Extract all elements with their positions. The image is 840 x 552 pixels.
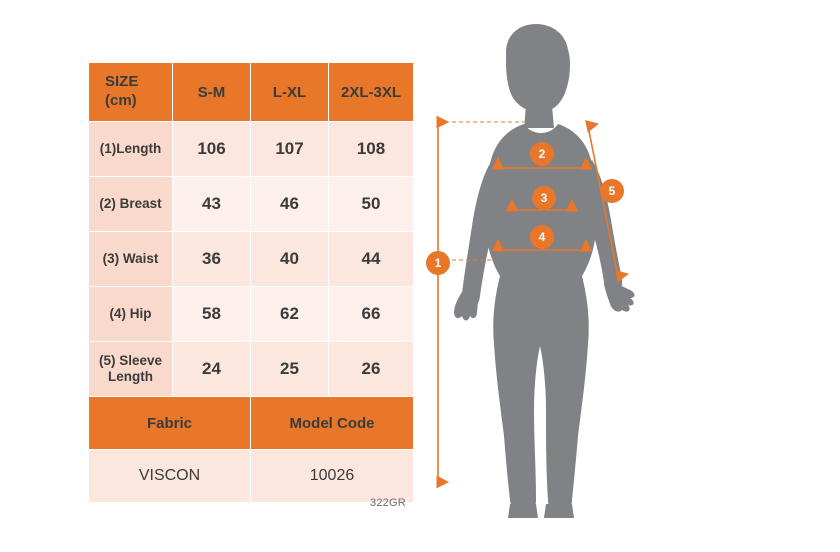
cell-hip-lxl: 62 xyxy=(251,287,329,342)
header-col-sm: S-M xyxy=(173,63,251,122)
size-table xyxy=(88,62,414,503)
table-row xyxy=(89,287,414,342)
value-fabric: VISCON xyxy=(89,450,251,503)
value-model-code: 10026 xyxy=(251,450,414,503)
row-label-length: (1)Length xyxy=(89,122,173,177)
cell-breast-2xl3xl: 50 xyxy=(329,177,414,232)
cell-sleeve-2xl3xl: 26 xyxy=(329,342,414,397)
header-size-cell xyxy=(89,63,173,122)
cell-waist-lxl: 40 xyxy=(251,232,329,287)
cell-hip-sm: 58 xyxy=(173,287,251,342)
measurement-badge-3: 3 xyxy=(532,186,556,210)
row-label-waist: (3) Waist xyxy=(89,232,173,287)
table-header-row xyxy=(89,63,414,122)
cell-sleeve-lxl: 25 xyxy=(251,342,329,397)
cell-breast-lxl: 46 xyxy=(251,177,329,232)
cell-sleeve-sm: 24 xyxy=(173,342,251,397)
row-label-breast: (2) Breast xyxy=(89,177,173,232)
cell-length-2xl3xl: 108 xyxy=(329,122,414,177)
cell-length-sm: 106 xyxy=(173,122,251,177)
table-row xyxy=(89,122,414,177)
cell-waist-2xl3xl: 44 xyxy=(329,232,414,287)
measurement-badge-1: 1 xyxy=(426,251,450,275)
row-label-sleeve-length: (5) Sleeve Length xyxy=(89,342,173,397)
cell-hip-2xl3xl: 66 xyxy=(329,287,414,342)
header-col-lxl: L-XL xyxy=(251,63,329,122)
female-body-silhouette-diagram xyxy=(420,0,840,552)
header-col-2xl3xl: 2XL-3XL xyxy=(329,63,414,122)
header-fabric: Fabric xyxy=(89,397,251,450)
cell-waist-sm: 36 xyxy=(173,232,251,287)
table-footer-value-row xyxy=(89,450,414,503)
row-label-hip: (4) Hip xyxy=(89,287,173,342)
body-silhouette-icon xyxy=(454,24,635,518)
measurement-badge-4: 4 xyxy=(530,225,554,249)
header-size-line1: SIZE xyxy=(105,73,139,91)
measurement-badge-5: 5 xyxy=(600,179,624,203)
table-row xyxy=(89,342,414,397)
table-row xyxy=(89,232,414,287)
header-size-line2: (cm) xyxy=(105,92,137,109)
cell-breast-sm: 43 xyxy=(173,177,251,232)
table-row xyxy=(89,177,414,232)
table-footer-header-row xyxy=(89,397,414,450)
size-table-container xyxy=(88,62,413,503)
header-model-code: Model Code xyxy=(251,397,414,450)
cell-length-lxl: 107 xyxy=(251,122,329,177)
measurement-badge-2: 2 xyxy=(530,142,554,166)
watermark-note: 322GR xyxy=(370,497,406,509)
measurement-figure-panel xyxy=(420,0,840,552)
